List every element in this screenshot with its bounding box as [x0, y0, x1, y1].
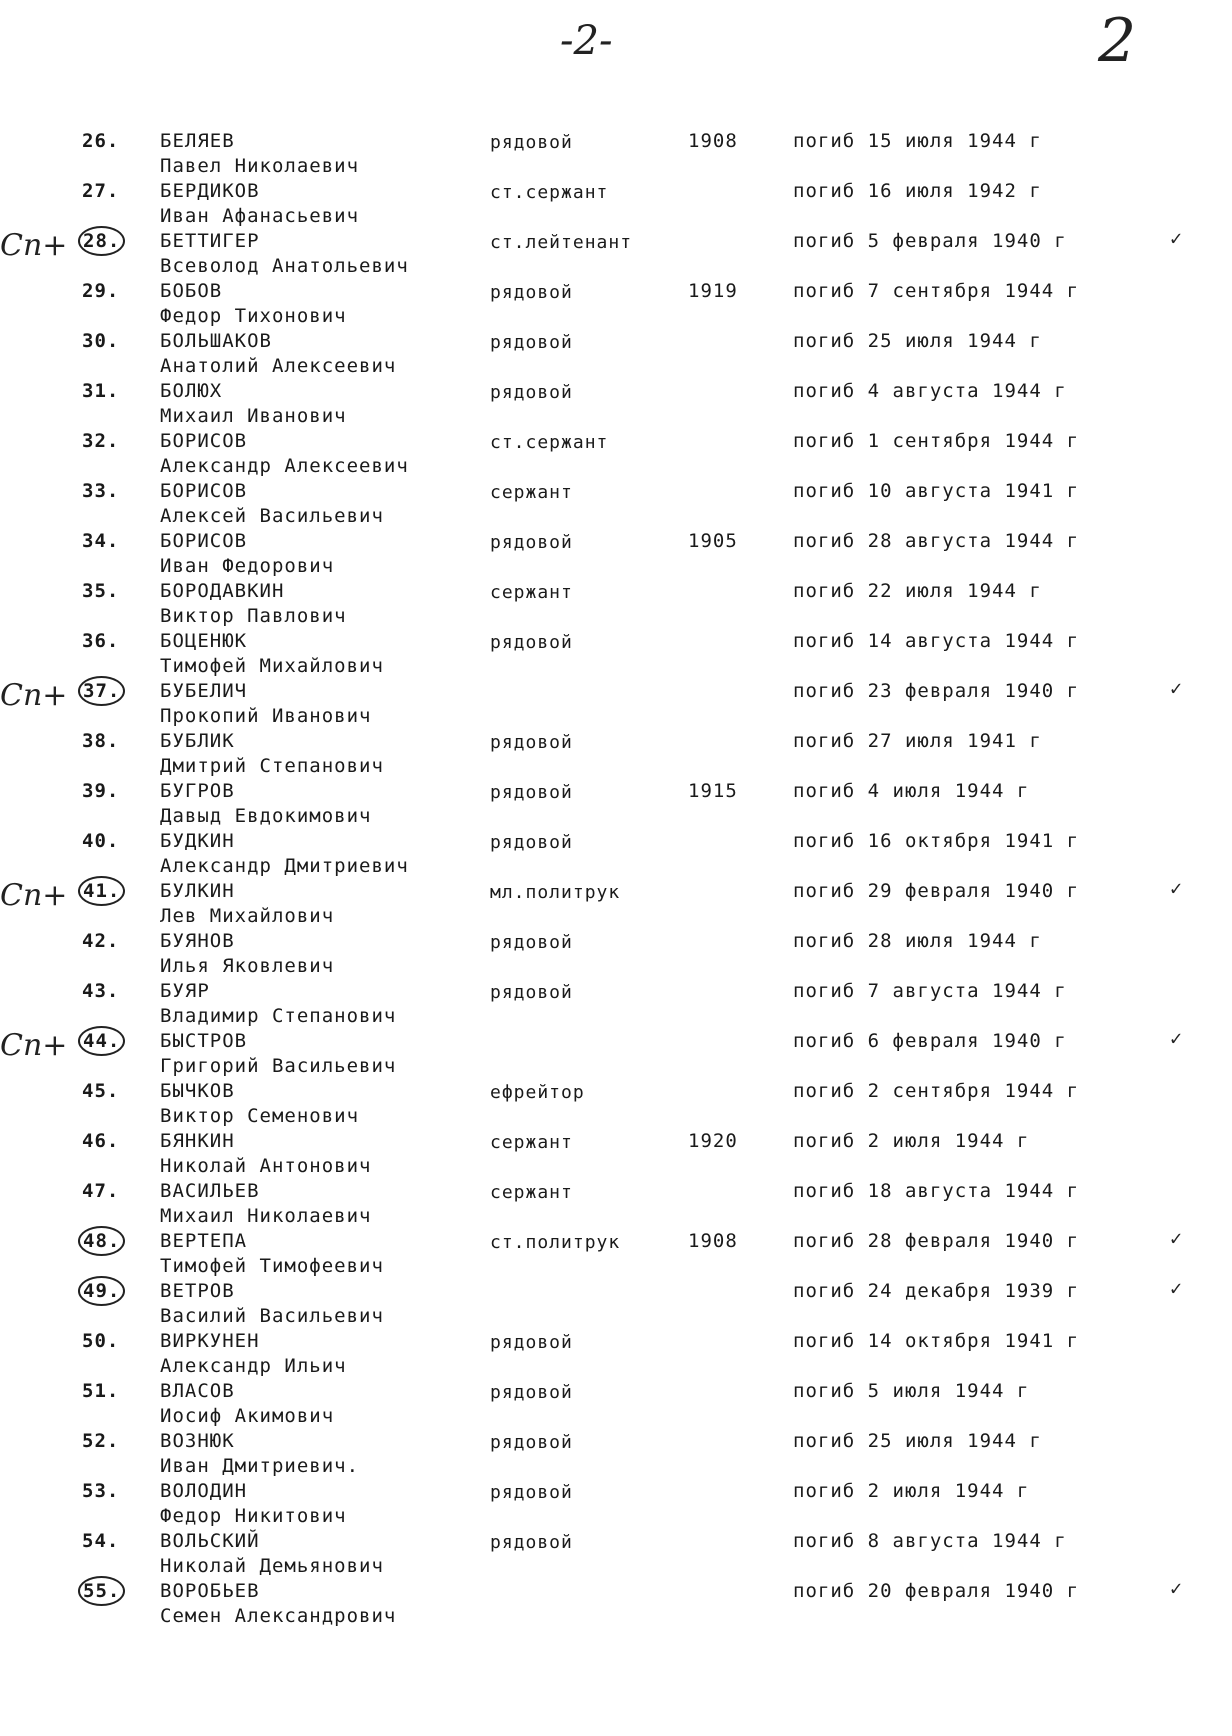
margin-annotation: Сп+: [0, 878, 68, 913]
entry-number: 34.: [82, 530, 120, 552]
entry-death-date: погиб 22 июля 1944 г: [793, 580, 1042, 602]
entry-given-name: Николай Антонович: [160, 1155, 372, 1177]
entry-surname: БОЛЮХ: [160, 380, 223, 402]
entry-number: 46.: [82, 1130, 120, 1152]
entry-given-name: Виктор Павлович: [160, 605, 347, 627]
list-item: [0, 1276, 1232, 1330]
checkmark-icon: ✓: [1170, 876, 1183, 900]
entry-death-date: погиб 28 февраля 1940 г: [793, 1230, 1080, 1252]
list-item: [0, 130, 1232, 180]
entry-death-date: погиб 15 июля 1944 г: [793, 130, 1042, 152]
checkmark-icon: ✓: [1170, 226, 1183, 250]
entry-surname: БУБЛИК: [160, 730, 235, 752]
entry-surname: БЫЧКОВ: [160, 1080, 235, 1102]
entry-number: 30.: [82, 330, 120, 352]
list-item: [0, 530, 1232, 580]
entry-rank: сержант: [490, 1132, 573, 1153]
entry-death-date: погиб 23 февраля 1940 г: [793, 680, 1080, 702]
entry-given-name: Михаил Николаевич: [160, 1205, 372, 1227]
entry-birth-year: 1905: [688, 530, 738, 552]
entry-birth-year: 1920: [688, 1130, 738, 1152]
entry-number: 27.: [82, 180, 120, 202]
list-item: [0, 226, 1232, 280]
list-item: [0, 1226, 1232, 1280]
entry-number: 52.: [82, 1430, 120, 1452]
entry-number: 41.: [78, 876, 125, 906]
list-item: [0, 1430, 1232, 1480]
entry-given-name: Иван Федорович: [160, 555, 335, 577]
entry-rank: рядовой: [490, 982, 573, 1003]
entry-rank: рядовой: [490, 782, 573, 803]
entry-death-date: погиб 2 сентября 1944 г: [793, 1080, 1080, 1102]
entry-surname: БОБОВ: [160, 280, 223, 302]
entry-number: 32.: [82, 430, 120, 452]
entry-rank: ст.лейтенант: [490, 232, 633, 253]
list-item: [0, 1480, 1232, 1530]
list-item: [0, 480, 1232, 530]
entry-number: 29.: [82, 280, 120, 302]
entry-rank: рядовой: [490, 1332, 573, 1353]
margin-annotation: Сп+: [0, 228, 68, 263]
entry-surname: ВЕТРОВ: [160, 1280, 235, 1302]
entry-number: 45.: [82, 1080, 120, 1102]
entry-number: 47.: [82, 1180, 120, 1202]
list-item: [0, 630, 1232, 680]
list-item: [0, 1026, 1232, 1080]
entry-rank: рядовой: [490, 932, 573, 953]
entry-death-date: погиб 28 августа 1944 г: [793, 530, 1080, 552]
entry-given-name: Иосиф Акимович: [160, 1405, 335, 1427]
entry-surname: БЫСТРОВ: [160, 1030, 248, 1052]
entry-given-name: Александр Ильич: [160, 1355, 347, 1377]
entry-surname: БОРИСОВ: [160, 430, 248, 452]
entry-number: 26.: [82, 130, 120, 152]
entry-death-date: погиб 28 июля 1944 г: [793, 930, 1042, 952]
entry-given-name: Федор Никитович: [160, 1505, 347, 1527]
entry-number: 50.: [82, 1330, 120, 1352]
entry-surname: БОРИСОВ: [160, 530, 248, 552]
entry-death-date: погиб 5 июля 1944 г: [793, 1380, 1030, 1402]
entry-number: 42.: [82, 930, 120, 952]
margin-annotation: Сп+: [0, 678, 68, 713]
entry-surname: БЯНКИН: [160, 1130, 235, 1152]
list-item: [0, 780, 1232, 830]
entry-surname: ВОРОБЬЕВ: [160, 1580, 260, 1602]
list-item: [0, 830, 1232, 880]
entry-surname: БОРИСОВ: [160, 480, 248, 502]
entry-death-date: погиб 5 февраля 1940 г: [793, 230, 1067, 252]
entry-given-name: Дмитрий Степанович: [160, 755, 384, 777]
entry-number: 55.: [78, 1576, 125, 1606]
entry-number: 49.: [78, 1276, 125, 1306]
entry-death-date: погиб 10 августа 1941 г: [793, 480, 1080, 502]
entry-rank: сержант: [490, 482, 573, 503]
entry-death-date: погиб 14 августа 1944 г: [793, 630, 1080, 652]
entry-given-name: Василий Васильевич: [160, 1305, 384, 1327]
entry-surname: ВЕРТЕПА: [160, 1230, 248, 1252]
entry-death-date: погиб 27 июля 1941 г: [793, 730, 1042, 752]
entry-death-date: погиб 8 августа 1944 г: [793, 1530, 1067, 1552]
entry-rank: рядовой: [490, 282, 573, 303]
entry-number: 31.: [82, 380, 120, 402]
entry-number: 48.: [78, 1226, 125, 1256]
entry-rank: рядовой: [490, 132, 573, 153]
list-item: [0, 430, 1232, 480]
entry-given-name: Прокопий Иванович: [160, 705, 372, 727]
entry-rank: рядовой: [490, 382, 573, 403]
entry-number: 39.: [82, 780, 120, 802]
entry-number: 36.: [82, 630, 120, 652]
list-item: [0, 380, 1232, 430]
entry-surname: БЕТТИГЕР: [160, 230, 260, 252]
entry-surname: БОЦЕНЮК: [160, 630, 248, 652]
entry-rank: ст.политрук: [490, 1232, 621, 1253]
entry-given-name: Иван Дмитриевич.: [160, 1455, 360, 1477]
entry-given-name: Давыд Евдокимович: [160, 805, 372, 827]
entry-rank: рядовой: [490, 532, 573, 553]
list-item: [0, 1330, 1232, 1380]
entry-birth-year: 1908: [688, 130, 738, 152]
entry-surname: ВОЗНЮК: [160, 1430, 235, 1452]
list-item: [0, 876, 1232, 930]
entry-death-date: погиб 24 декабря 1939 г: [793, 1280, 1080, 1302]
entry-death-date: погиб 2 июля 1944 г: [793, 1130, 1030, 1152]
entry-given-name: Николай Демьянович: [160, 1555, 384, 1577]
entry-number: 44.: [78, 1026, 125, 1056]
entry-rank: ефрейтор: [490, 1082, 585, 1103]
entry-given-name: Григорий Васильевич: [160, 1055, 397, 1077]
entry-rank: рядовой: [490, 832, 573, 853]
entry-death-date: погиб 25 июля 1944 г: [793, 330, 1042, 352]
entry-surname: ВЛАСОВ: [160, 1380, 235, 1402]
entry-rank: рядовой: [490, 1432, 573, 1453]
entry-number: 51.: [82, 1380, 120, 1402]
list-item: [0, 1530, 1232, 1580]
entry-surname: БОЛЬШАКОВ: [160, 330, 272, 352]
margin-annotation: Сп+: [0, 1028, 68, 1063]
entry-given-name: Виктор Семенович: [160, 1105, 360, 1127]
entry-surname: БУБЕЛИЧ: [160, 680, 248, 702]
entry-rank: сержант: [490, 1182, 573, 1203]
entry-surname: БУЯР: [160, 980, 210, 1002]
entry-rank: рядовой: [490, 1532, 573, 1553]
entry-death-date: погиб 18 августа 1944 г: [793, 1180, 1080, 1202]
entry-surname: БЕЛЯЕВ: [160, 130, 235, 152]
entry-death-date: погиб 2 июля 1944 г: [793, 1480, 1030, 1502]
entry-given-name: Семен Александрович: [160, 1605, 397, 1627]
entry-number: 28.: [78, 226, 125, 256]
checkmark-icon: ✓: [1170, 1276, 1183, 1300]
list-item: [0, 1080, 1232, 1130]
list-item: [0, 1180, 1232, 1230]
entry-surname: ВИРКУНЕН: [160, 1330, 260, 1352]
entry-given-name: Алексей Васильевич: [160, 505, 384, 527]
list-item: [0, 930, 1232, 980]
entry-death-date: погиб 4 августа 1944 г: [793, 380, 1067, 402]
entry-rank: рядовой: [490, 1382, 573, 1403]
entry-death-date: погиб 7 сентября 1944 г: [793, 280, 1080, 302]
entry-death-date: погиб 1 сентября 1944 г: [793, 430, 1080, 452]
entry-given-name: Всеволод Анатольевич: [160, 255, 409, 277]
list-item: [0, 1380, 1232, 1430]
entry-number: 53.: [82, 1480, 120, 1502]
entry-birth-year: 1915: [688, 780, 738, 802]
entry-surname: ВОЛЬСКИЙ: [160, 1530, 260, 1552]
entry-rank: ст.сержант: [490, 182, 609, 203]
entry-given-name: Александр Алексеевич: [160, 455, 409, 477]
list-item: [0, 980, 1232, 1030]
entry-surname: БУГРОВ: [160, 780, 235, 802]
entry-number: 54.: [82, 1530, 120, 1552]
entry-number: 43.: [82, 980, 120, 1002]
entry-given-name: Иван Афанасьевич: [160, 205, 360, 227]
checkmark-icon: ✓: [1170, 1226, 1183, 1250]
entry-number: 37.: [78, 676, 125, 706]
entry-death-date: погиб 4 июля 1944 г: [793, 780, 1030, 802]
entry-number: 40.: [82, 830, 120, 852]
entry-death-date: погиб 20 февраля 1940 г: [793, 1580, 1080, 1602]
entry-given-name: Тимофей Тимофеевич: [160, 1255, 384, 1277]
entry-surname: ВАСИЛЬЕВ: [160, 1180, 260, 1202]
list-item: [0, 676, 1232, 730]
entry-given-name: Тимофей Михайлович: [160, 655, 384, 677]
entry-rank: рядовой: [490, 732, 573, 753]
entry-death-date: погиб 29 февраля 1940 г: [793, 880, 1080, 902]
entry-surname: БУЛКИН: [160, 880, 235, 902]
checkmark-icon: ✓: [1170, 1026, 1183, 1050]
entry-rank: рядовой: [490, 332, 573, 353]
entry-surname: БОРОДАВКИН: [160, 580, 285, 602]
entry-rank: мл.политрук: [490, 882, 621, 903]
checkmark-icon: ✓: [1170, 1576, 1183, 1600]
entry-given-name: Михаил Иванович: [160, 405, 347, 427]
entry-death-date: погиб 16 октября 1941 г: [793, 830, 1080, 852]
list-item: [0, 1576, 1232, 1630]
page-number-corner: 2: [1098, 6, 1137, 76]
entry-death-date: погиб 16 июля 1942 г: [793, 180, 1042, 202]
entry-given-name: Федор Тихонович: [160, 305, 347, 327]
entry-death-date: погиб 6 февраля 1940 г: [793, 1030, 1067, 1052]
entry-number: 35.: [82, 580, 120, 602]
entry-rank: рядовой: [490, 1482, 573, 1503]
entry-rank: сержант: [490, 582, 573, 603]
checkmark-icon: ✓: [1170, 676, 1183, 700]
entry-given-name: Павел Николаевич: [160, 155, 360, 177]
entry-rank: ст.сержант: [490, 432, 609, 453]
entry-surname: БУДКИН: [160, 830, 235, 852]
entry-birth-year: 1919: [688, 280, 738, 302]
list-item: [0, 580, 1232, 630]
entry-given-name: Илья Яковлевич: [160, 955, 335, 977]
list-item: [0, 280, 1232, 330]
list-item: [0, 180, 1232, 230]
entry-given-name: Лев Михайлович: [160, 905, 335, 927]
entry-surname: БЕРДИКОВ: [160, 180, 260, 202]
entry-death-date: погиб 14 октября 1941 г: [793, 1330, 1080, 1352]
list-item: [0, 1130, 1232, 1180]
entry-birth-year: 1908: [688, 1230, 738, 1252]
entry-given-name: Владимир Степанович: [160, 1005, 397, 1027]
entry-number: 38.: [82, 730, 120, 752]
entry-death-date: погиб 7 августа 1944 г: [793, 980, 1067, 1002]
entry-surname: БУЯНОВ: [160, 930, 235, 952]
page-number-center: -2-: [560, 18, 613, 64]
entry-number: 33.: [82, 480, 120, 502]
list-item: [0, 330, 1232, 380]
entry-given-name: Александр Дмитриевич: [160, 855, 409, 877]
entry-surname: ВОЛОДИН: [160, 1480, 248, 1502]
list-item: [0, 730, 1232, 780]
entry-given-name: Анатолий Алексеевич: [160, 355, 397, 377]
entry-death-date: погиб 25 июля 1944 г: [793, 1430, 1042, 1452]
entry-rank: рядовой: [490, 632, 573, 653]
